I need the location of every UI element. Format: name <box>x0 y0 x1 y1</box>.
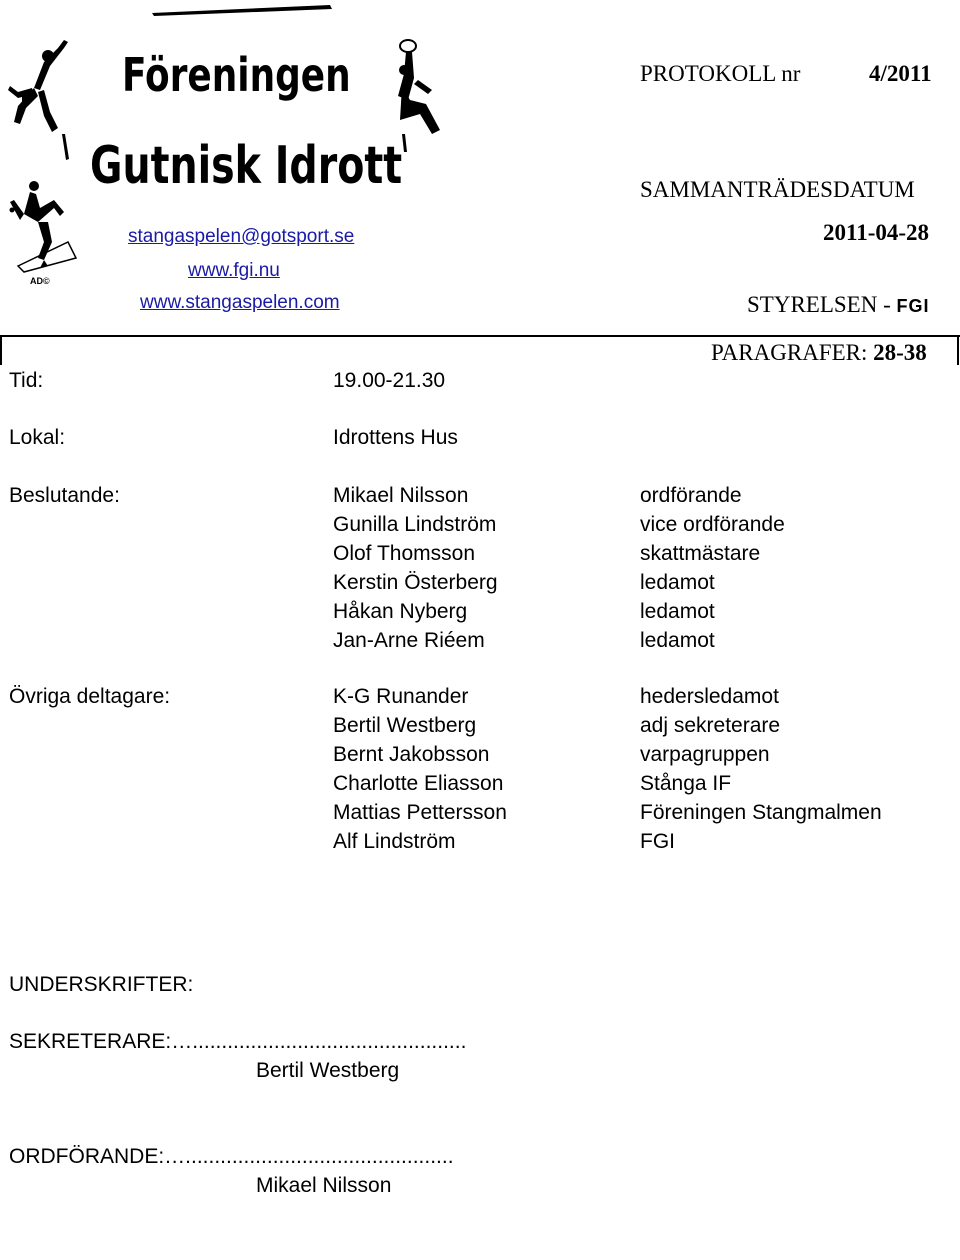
beslutande-names <box>333 481 498 655</box>
list-item: Mikael Nilsson <box>333 484 469 507</box>
stangaspelen-website-link[interactable]: www.stangaspelen.com <box>140 292 340 313</box>
list-item: Charlotte Eliasson <box>333 772 504 795</box>
right-frame-line <box>957 335 959 365</box>
list-item: Håkan Nyberg <box>333 600 468 623</box>
paragraphs: PARAGRAFER: 28-38 <box>711 340 927 365</box>
beslutande-roles <box>640 481 785 655</box>
chair-signature-line: ORDFÖRANDE:….............................................. <box>9 1145 454 1168</box>
logo-title-line1: Föreningen <box>122 48 351 102</box>
meeting-date-value: 2011-04-28 <box>823 220 930 245</box>
secretary-signature-line: SEKRETERARE:…............................................... <box>9 1030 467 1053</box>
logo-title-line2: Gutnisk Idrott <box>90 136 403 196</box>
logo-mark: AD© <box>30 276 50 286</box>
ovriga-label: Övriga deltagare: <box>9 685 171 708</box>
list-item: vice ordförande <box>640 513 785 536</box>
list-item: varpagruppen <box>640 743 770 766</box>
list-item: Olof Thomsson <box>333 542 476 565</box>
logo-brush-stroke <box>150 2 335 16</box>
list-item: Jan-Arne Riéem <box>333 629 485 652</box>
list-item: FGI <box>640 830 675 853</box>
beslutande-label: Beslutande: <box>9 484 120 507</box>
list-item: Mattias Pettersson <box>333 801 507 824</box>
lokal-value: Idrottens Hus <box>333 426 458 449</box>
list-item: hedersledamot <box>640 685 779 708</box>
chair-name: Mikael Nilsson <box>256 1174 392 1197</box>
ovriga-roles <box>640 682 882 856</box>
list-item: Stånga IF <box>640 772 732 795</box>
left-frame-line <box>0 335 2 365</box>
secretary-name: Bertil Westberg <box>256 1059 400 1082</box>
signatures-heading: UNDERSKRIFTER: <box>9 973 194 996</box>
list-item: Alf Lindström <box>333 830 456 853</box>
list-item: Gunilla Lindström <box>333 513 497 536</box>
list-item: Bertil Westberg <box>333 714 477 737</box>
tid-value: 19.00-21.30 <box>333 369 446 392</box>
list-item: Kerstin Österberg <box>333 571 498 594</box>
board-abbreviation: FGI <box>896 296 930 316</box>
board-label: STYRELSEN - FGI <box>747 292 930 317</box>
list-item: skattmästare <box>640 542 761 565</box>
list-item: ledamot <box>640 629 715 652</box>
list-item: K-G Runander <box>333 685 469 708</box>
athlete-figure-right-icon <box>384 34 452 152</box>
protokoll-label: PROTOKOLL nr <box>640 61 801 86</box>
lokal-label: Lokal: <box>9 426 66 449</box>
list-item: Föreningen Stangmalmen <box>640 801 882 824</box>
tid-label: Tid: <box>9 369 44 392</box>
header-divider <box>0 335 960 337</box>
meeting-date-label: SAMMANTRÄDESDATUM <box>640 177 915 202</box>
list-item: Bernt Jakobsson <box>333 743 490 766</box>
ovriga-names <box>333 682 507 856</box>
fgi-website-link[interactable]: www.fgi.nu <box>188 260 280 281</box>
list-item: ledamot <box>640 600 715 623</box>
protokoll-number: 4/2011 <box>869 61 932 86</box>
email-link[interactable]: stangaspelen@gotsport.se <box>128 226 355 247</box>
list-item: adj sekreterare <box>640 714 781 737</box>
list-item: ledamot <box>640 571 715 594</box>
athlete-figures-icon <box>4 36 80 276</box>
list-item: ordförande <box>640 484 742 507</box>
